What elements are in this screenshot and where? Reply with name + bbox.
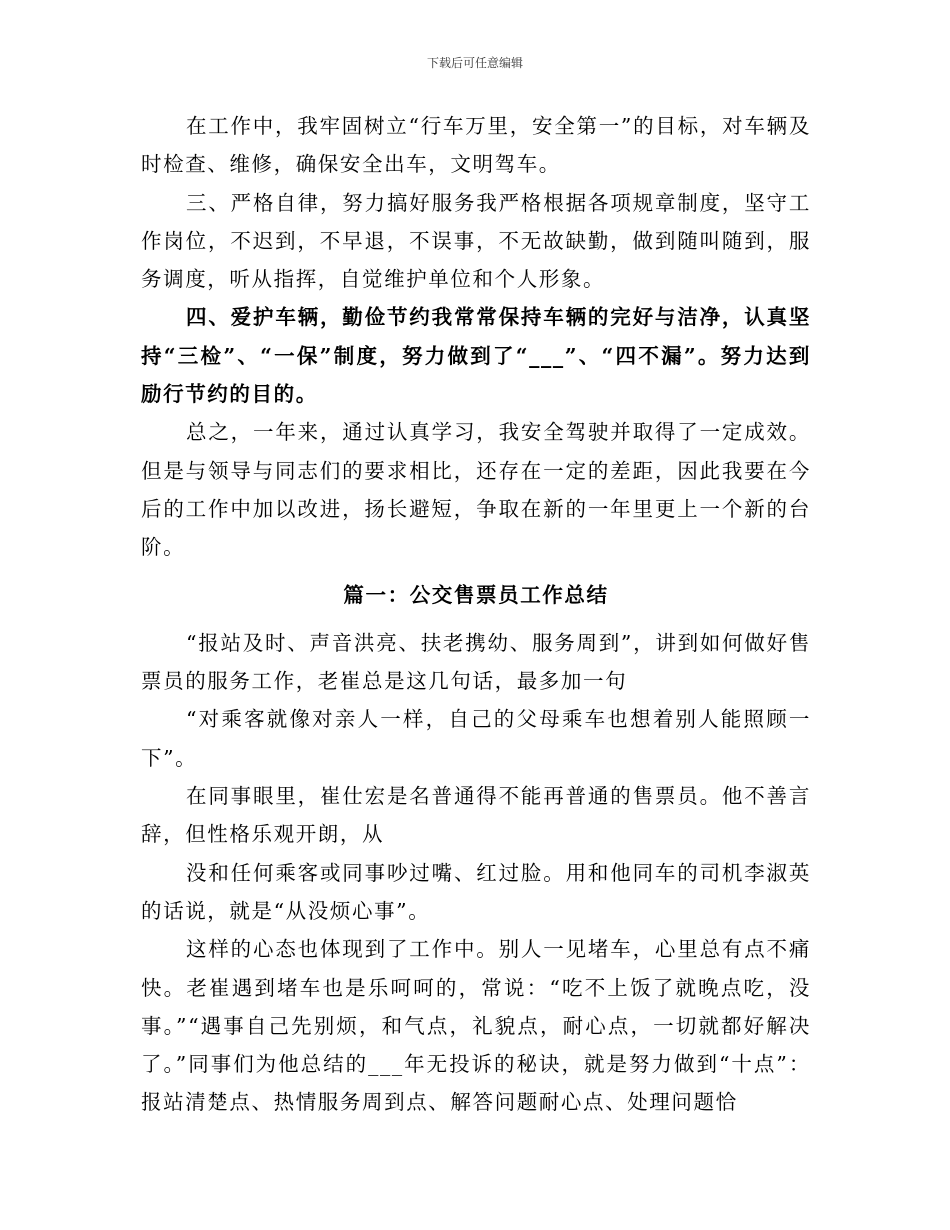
paragraph-vehicle-care: 四、爱护车辆，勤俭节约我常常保持车辆的完好与洁净，认真坚持“三检”、“一保”制度，努力做到了“___”、“四不漏”。努力达到励行节约的目的。 [141,305,811,407]
paragraph-discipline: 三、严格自律，努力搞好服务我严格根据各项规章制度，坚守工作岗位，不迟到，不早退，不误事，不无故缺勤，做到随叫随到，服务调度，听从指挥，自觉维护单位和个人形象。 [141,190,811,292]
paragraph-colleague-view: 在同事眼里，崔仕宏是名普通得不能再普通的售票员。他不善言辞，但性格乐观开朗，从 [141,784,811,847]
paragraph-attitude: 这样的心态也体现到了工作中。别人一见堵车，心里总有点不痛快。老崔遇到堵车也是乐呵呵的，常说：“吃不上饭了就晚点吃，没事。”“遇事自己先别烦，和气点，礼貌点，耐心点，一切就都好解决了。”同事们为他总结的___年无投诉的秘诀，就是努力做到“十点”：报站清楚点、热情服务周到点、解答问题耐心点、处理问题恰 [141,937,811,1115]
document-body [141,107,811,1122]
paragraph-summary: 总之，一年来，通过认真学习，我安全驾驶并取得了一定成效。但是与领导与同志们的要求相比，还存在一定的差距，因此我要在今后的工作中加以改进，扬长避短，争取在新的一年里更上一个新的台阶。 [141,420,811,560]
paragraph-passenger-care: “对乘客就像对亲人一样，自己的父母乘车也想着别人能照顾一下”。 [141,707,811,770]
section-heading: 篇一：公交售票员工作总结 [343,582,609,607]
paragraph-no-conflict: 没和任何乘客或同事吵过嘴、红过脸。用和他同车的司机李淑英的话说，就是“从没烦心事”。 [141,860,811,923]
page-header: 下载后可任意编辑 [426,56,523,70]
paragraph-service-motto: “报站及时、声音洪亮、扶老携幼、服务周到”，讲到如何做好售票员的服务工作，老崔总是这几句话，最多加一句 [141,630,811,694]
paragraph-safety: 在工作中，我牢固树立“行车万里，安全第一”的目标，对车辆及时检查、维修，确保安全出车，文明驾车。 [141,114,811,177]
